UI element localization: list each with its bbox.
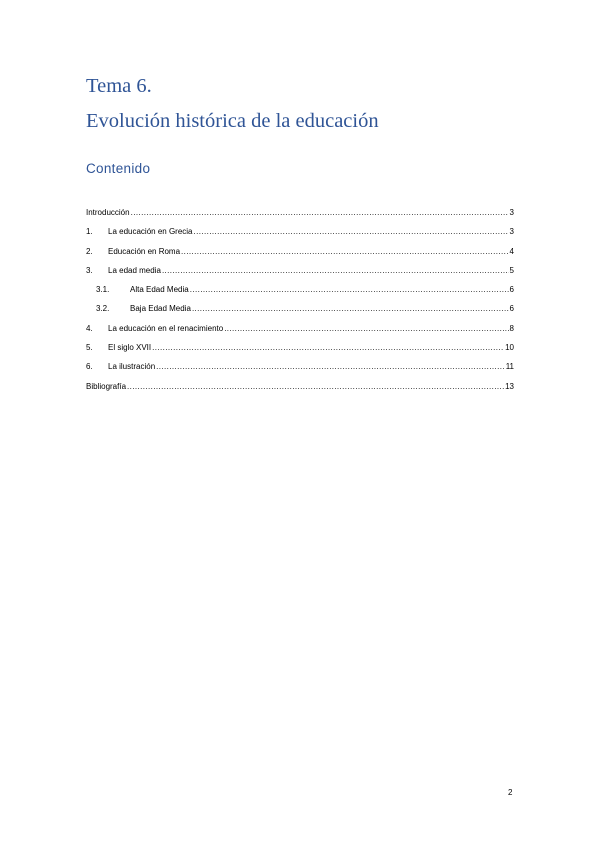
toc-entry-roma[interactable] <box>86 242 514 261</box>
toc-entry-grecia[interactable] <box>86 222 514 241</box>
toc-entry-label: El siglo XVII <box>108 343 152 353</box>
table-of-contents <box>86 203 514 396</box>
toc-leader-dots <box>181 242 509 261</box>
toc-entry-label: Introducción <box>86 208 130 217</box>
toc-entry-label: La edad media <box>108 265 161 275</box>
toc-leader-dots <box>162 261 509 280</box>
toc-entry-renacimiento[interactable] <box>86 319 514 338</box>
toc-entry-label: Educación en Roma <box>108 246 181 256</box>
toc-entry-number: 4. <box>86 323 93 333</box>
document-title-line2: Evolución histórica de la educación <box>86 110 379 132</box>
toc-entry-label: Alta Edad Media <box>130 285 189 295</box>
toc-entry-ilustracion[interactable] <box>86 357 514 376</box>
toc-leader-dots <box>127 377 504 396</box>
toc-entry-page: 10 <box>505 343 514 353</box>
toc-entry-page: 11 <box>505 362 514 372</box>
toc-entry-label: La educación en Grecia <box>108 227 193 237</box>
page-number: 2 <box>508 788 513 797</box>
toc-leader-dots <box>131 203 509 222</box>
toc-entry-edad-media[interactable] <box>86 261 514 280</box>
toc-leader-dots <box>152 338 504 357</box>
toc-entry-introduccion[interactable] <box>86 203 514 222</box>
toc-entry-alta-edad-media[interactable] <box>86 280 514 299</box>
toc-entry-number: 3.1. <box>96 285 110 295</box>
toc-leader-dots <box>194 222 509 241</box>
toc-entry-number: 3.2. <box>96 304 110 314</box>
toc-entry-page: 3 <box>509 227 514 237</box>
toc-entry-page: 3 <box>509 208 514 217</box>
toc-entry-label: Baja Edad Media <box>130 304 191 314</box>
toc-leader-dots <box>156 357 505 376</box>
toc-entry-page: 4 <box>509 246 514 256</box>
toc-entry-page: 6 <box>509 304 514 314</box>
toc-entry-number: 5. <box>86 343 93 353</box>
toc-entry-page: 13 <box>505 381 514 391</box>
toc-leader-dots <box>190 280 509 299</box>
toc-entry-label: Bibliografía <box>86 381 127 391</box>
toc-entry-label: La ilustración <box>108 362 156 372</box>
toc-leader-dots <box>192 299 509 318</box>
toc-leader-dots <box>224 319 508 338</box>
toc-entry-page: 5 <box>509 265 514 275</box>
toc-entry-bibliografia[interactable] <box>86 377 514 396</box>
toc-heading: Contenido <box>86 161 151 176</box>
toc-entry-label: La educación en el renacimiento <box>108 323 224 333</box>
toc-entry-page: 6 <box>509 285 514 295</box>
document-title-line1: Tema 6. <box>86 75 152 97</box>
toc-entry-number: 3. <box>86 265 93 275</box>
toc-entry-siglo-xvii[interactable] <box>86 338 514 357</box>
toc-entry-number: 1. <box>86 227 93 237</box>
toc-entry-number: 6. <box>86 362 93 372</box>
toc-entry-page: 8 <box>509 323 514 333</box>
toc-entry-baja-edad-media[interactable] <box>86 299 514 318</box>
toc-entry-number: 2. <box>86 246 93 256</box>
